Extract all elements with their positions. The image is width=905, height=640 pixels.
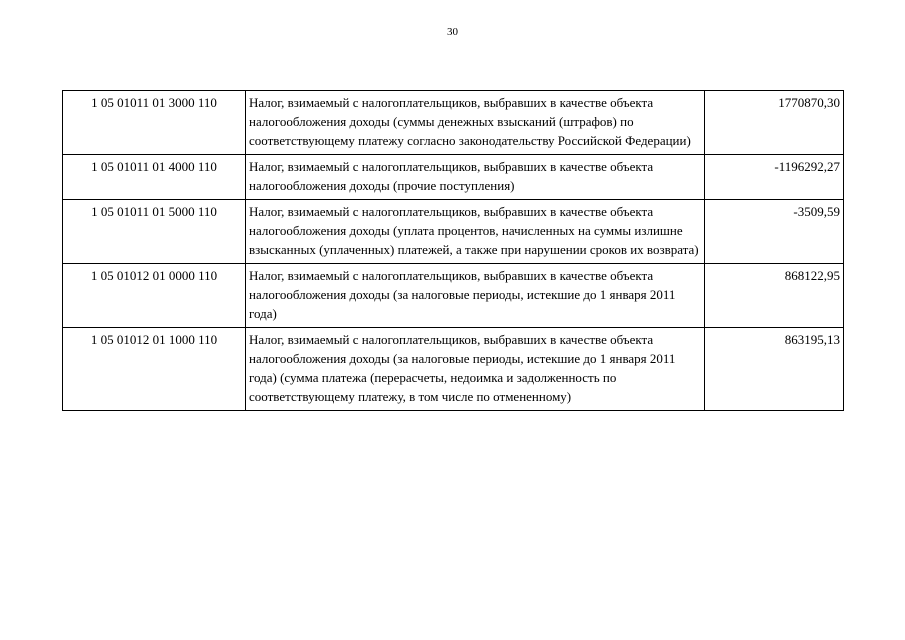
revenue-amount: -1196292,27 xyxy=(705,155,844,200)
budget-classification-code: 1 05 01012 01 1000 110 xyxy=(63,328,246,411)
table-row xyxy=(63,91,844,155)
table-row xyxy=(63,200,844,264)
revenue-description: Налог, взимаемый с налогоплательщиков, выбравших в качестве объекта налогообложения доходы (за налоговые периоды, истекшие до 1 января 2011 года) xyxy=(246,264,705,328)
table-body xyxy=(63,91,844,411)
budget-classification-code: 1 05 01011 01 5000 110 xyxy=(63,200,246,264)
budget-revenue-table xyxy=(62,90,844,411)
revenue-description: Налог, взимаемый с налогоплательщиков, выбравших в качестве объекта налогообложения доходы (уплата процентов, начисленных на суммы излишне взысканных (уплаченных) платежей, а также при нарушении сроков их возврата) xyxy=(246,200,705,264)
table-row xyxy=(63,264,844,328)
revenue-description: Налог, взимаемый с налогоплательщиков, выбравших в качестве объекта налогообложения доходы (суммы денежных взысканий (штрафов) по соответствующему платежу согласно законодательству Российской Федерации) xyxy=(246,91,705,155)
revenue-amount: 1770870,30 xyxy=(705,91,844,155)
table-row xyxy=(63,328,844,411)
revenue-amount: 863195,13 xyxy=(705,328,844,411)
budget-classification-code: 1 05 01012 01 0000 110 xyxy=(63,264,246,328)
budget-classification-code: 1 05 01011 01 4000 110 xyxy=(63,155,246,200)
revenue-description: Налог, взимаемый с налогоплательщиков, выбравших в качестве объекта налогообложения доходы (прочие поступления) xyxy=(246,155,705,200)
revenue-amount: 868122,95 xyxy=(705,264,844,328)
budget-classification-code: 1 05 01011 01 3000 110 xyxy=(63,91,246,155)
page-number: 30 xyxy=(447,26,458,38)
table-row xyxy=(63,155,844,200)
revenue-description: Налог, взимаемый с налогоплательщиков, выбравших в качестве объекта налогообложения доходы (за налоговые периоды, истекшие до 1 января 2011 года) (сумма платежа (перерасчеты, недоимка и задолженность по соответствующему платежу, в том числе по отмененному) xyxy=(246,328,705,411)
revenue-amount: -3509,59 xyxy=(705,200,844,264)
